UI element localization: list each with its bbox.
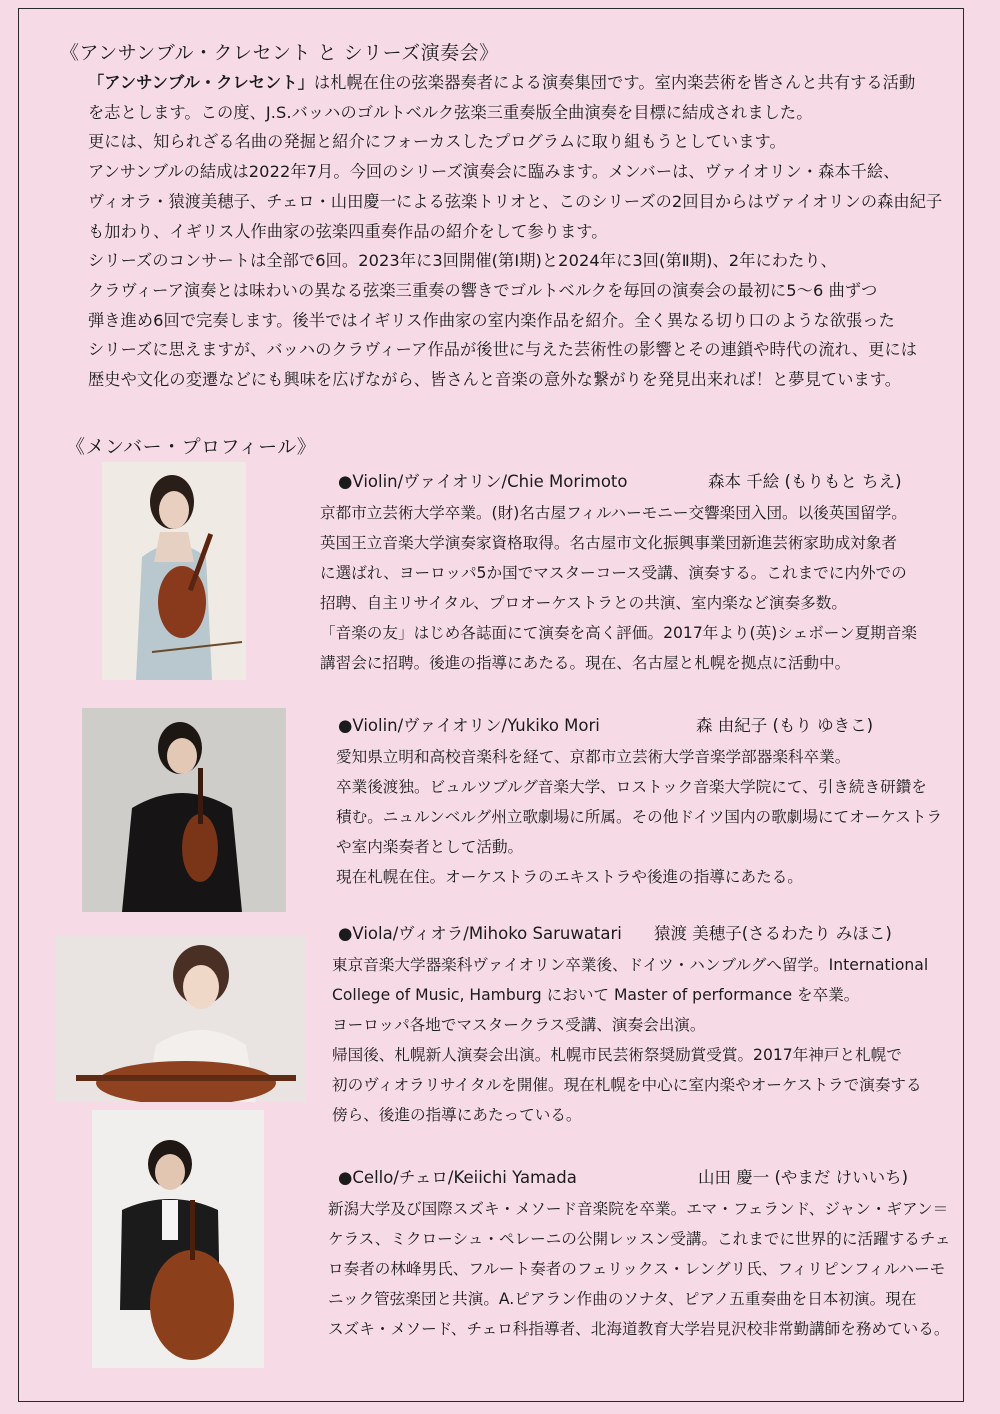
member-role: ●Violin/ヴァイオリン/Chie Morimoto (338, 472, 628, 491)
intro-line: を志とします。この度、J.S.バッハのゴルトベルク弦楽三重奏版全曲演奏を目標に結成されました。 (88, 102, 813, 122)
member-yukiko-mori (320, 712, 960, 892)
intro-line: アンサンブルの結成は2022年7月。今回のシリーズ演奏会に臨みます。メンバーは、ヴァイオリン・森本千絵、 (88, 162, 900, 182)
member-bio: 京都市立芸術大学卒業。(財)名古屋フィルハーモニー交響楽団入団。以後英国留学。 英国王立音楽大学演奏家資格取得。名古屋市文化振興事業団新進芸術家助成対象者 に選ばれ、ヨーロッパ5か国でマスターコース受講、演奏する。これまでに内外での 招聘、自主リサイタル、プロオーケストラとの共演、室内楽など演奏多数。 「音楽の友」はじめ各誌面にて演奏を高く評価。2017年より(英)シェボーン夏期音楽 講習会に招聘。後進の指導にあたる。現在、名古屋と札幌を拠点に活動中。 (320, 504, 918, 672)
intro-line: 弾き進め6回で完奏します。後半ではイギリス作曲家の室内楽作品を紹介。全く異なる切り口のような欲張った (88, 310, 895, 330)
intro-line: クラヴィーア演奏とは味わいの異なる弦楽三重奏の響きでゴルトベルクを毎回の演奏会の最初に5～6 曲ずつ (88, 280, 878, 300)
member-name: 森 由紀子 (もり ゆきこ) (696, 716, 874, 735)
member-name: 山田 慶一 (やまだ けいいち) (698, 1168, 909, 1187)
member-bio: 新潟大学及び国際スズキ・メソード音楽院を卒業。エマ・フェランド、ジャン・ギアン＝ ケラス、ミクローシュ・ペレーニの公開レッスン受講。これまでに世界的に活躍するチェ ロ奏者の林峰男氏、フルート奏者のフェリックス・レングリ氏、フィリピンフィルハーモ ニック管弦楽団と共演。A.ピアラン作曲のソナタ、ピアノ五重奏曲を日本初演。現在 スズキ・メソード、チェロ科指導者、北海道教育大学岩見沢校非常勤講師を務めている。 (328, 1200, 951, 1338)
intro-line: ヴィオラ・猿渡美穂子、チェロ・山田慶一による弦楽トリオと、このシリーズの2回目からはヴァイオリンの森由紀子 (88, 191, 943, 211)
photo-keiichi-yamada (92, 1110, 264, 1368)
intro-text (88, 68, 958, 395)
member-role: ●Viola/ヴィオラ/Mihoko Saruwatari (338, 924, 622, 943)
member-bio: 愛知県立明和高校音楽科を経て、京都市立芸術大学音楽学部器楽科卒業。 卒業後渡独。ビュルツブルグ音楽大学、ロストック音楽大学院にて、引き続き研鑽を 積む。ニュルンベルグ州立歌劇場に所属。その他ドイツ国内の歌劇場にてオーケストラ や室内楽奏者として活動。 現在札幌在住。オーケストラのエキストラや後進の指導にあたる。 (336, 748, 943, 886)
photo-mihoko-saruwatari (56, 935, 306, 1102)
photo-yukiko-mori (82, 708, 286, 912)
intro-line: シリーズに思えますが、バッハのクラヴィーア作品が後世に与えた芸術性の影響とその連鎖や時代の流れ、更には (88, 340, 918, 360)
profile-heading: 《メンバー・プロフィール》 (66, 436, 317, 458)
series-heading: 《アンサンブル・クレセント と シリーズ演奏会》 (60, 42, 499, 64)
member-keiichi-yamada (320, 1164, 960, 1344)
intro-line: シリーズのコンサートは全部で6回。2023年に3回開催(第Ⅰ期)と2024年に3回(第Ⅱ期)、2年にわたり、 (88, 251, 837, 271)
member-name: 猿渡 美穂子(さるわたり みほこ) (654, 924, 892, 943)
member-role: ●Cello/チェロ/Keiichi Yamada (338, 1168, 577, 1187)
ensemble-name: 「アンサンブル・クレセント」 (88, 73, 314, 92)
intro-line: も加わり、イギリス人作曲家の弦楽四重奏作品の紹介をして参ります。 (88, 221, 608, 241)
member-name: 森本 千絵 (もりもと ちえ) (708, 472, 902, 491)
intro-line: 歴史や文化の変遷などにも興味を広げながら、皆さんと音楽の意外な繋がりを発見出来れば！と夢見ています。 (88, 370, 902, 390)
intro-line: 更には、知られざる名曲の発掘と紹介にフォーカスしたプログラムに取り組もうとしています。 (88, 132, 786, 152)
member-chie-morimoto (320, 468, 960, 678)
intro-line: 「アンサンブル・クレセント」は札幌在住の弦楽器奏者による演奏集団です。室内楽芸術を皆さんと共有する活動 (88, 73, 916, 92)
member-bio: 東京音楽大学器楽科ヴァイオリン卒業後、ドイツ・ハンブルグへ留学。International College of Music, Hamburg において Master of performance を卒業。 ヨーロッパ各地でマスタークラス受講、演奏会出演。 帰国後、札幌新人演奏会出演。札幌市民芸術祭奨励賞受賞。2017年神戸と札幌で 初のヴィオラリサイタルを開催。現在札幌を中心に室内楽やオーケストラで演奏する 傍ら、後進の指導にあたっている。 (332, 956, 929, 1124)
member-mihoko-saruwatari (320, 920, 960, 1130)
photo-chie-morimoto (102, 462, 246, 680)
member-role: ●Violin/ヴァイオリン/Yukiko Mori (338, 716, 600, 735)
